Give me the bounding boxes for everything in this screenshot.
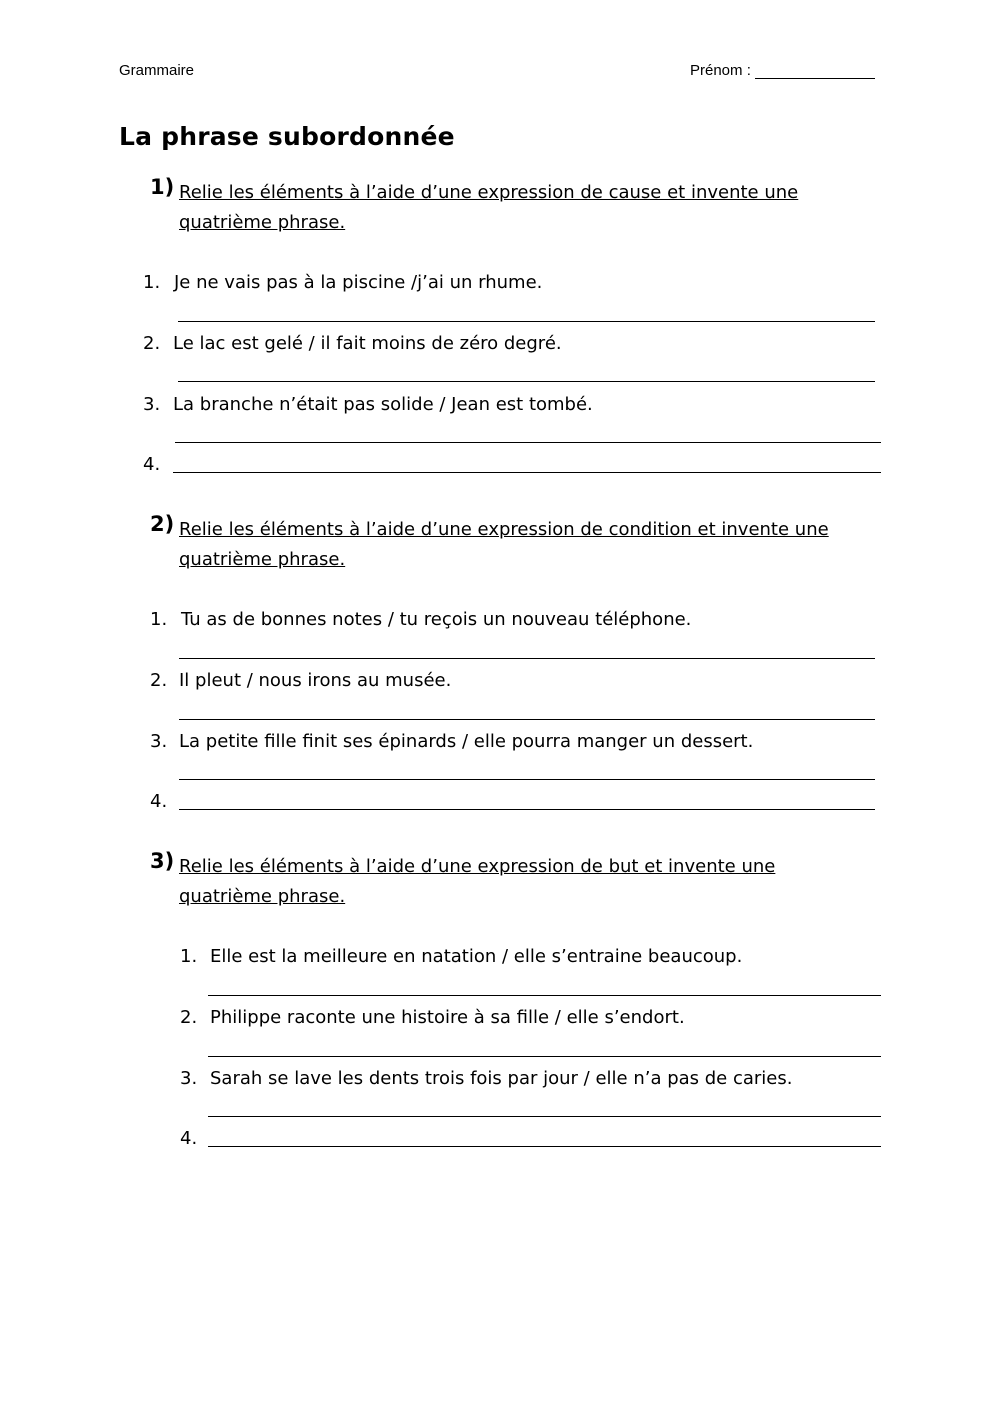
item-sentence: Philippe raconte une histoire à sa fille / elle s’endort.	[210, 1007, 685, 1028]
item-sentence: Sarah se lave les dents trois fois par jour / elle n’a pas de caries.	[210, 1068, 793, 1089]
item-number: 3.	[143, 394, 161, 415]
item-number: 4.	[143, 454, 161, 475]
section-number: 3)	[150, 849, 175, 873]
item-sentence: Je ne vais pas à la piscine /j’ai un rhume.	[174, 272, 543, 293]
section-instruction: Relie les éléments à l’aide d’une expression de but et invente une quatrième phrase.	[179, 856, 776, 907]
name-blank-line[interactable]	[755, 62, 875, 79]
item-number: 1.	[150, 609, 168, 630]
answer-line[interactable]	[208, 1146, 881, 1147]
answer-line[interactable]	[208, 1116, 881, 1117]
section-instruction: Relie les éléments à l’aide d’une expression de condition et invente une quatrième phrase.	[179, 519, 829, 570]
item-number: 4.	[150, 791, 168, 812]
item-sentence: Le lac est gelé / il fait moins de zéro degré.	[173, 333, 562, 354]
item-sentence: Elle est la meilleure en natation / elle s’entraine beaucoup.	[210, 946, 743, 967]
answer-line[interactable]	[175, 442, 881, 443]
item-number: 3.	[180, 1068, 198, 1089]
item-number: 1.	[180, 946, 198, 967]
answer-line[interactable]	[208, 1056, 881, 1057]
item-sentence: Tu as de bonnes notes / tu reçois un nouveau téléphone.	[181, 609, 692, 630]
item-sentence: La petite fille finit ses épinards / elle pourra manger un dessert.	[179, 731, 754, 752]
section-number: 1)	[150, 175, 175, 199]
item-number: 1.	[143, 272, 161, 293]
item-number: 2.	[180, 1007, 198, 1028]
item-number: 2.	[150, 670, 168, 691]
name-label: Prénom :	[690, 62, 751, 79]
subject-label: Grammaire	[119, 62, 195, 79]
answer-line[interactable]	[208, 995, 881, 996]
answer-line[interactable]	[178, 321, 875, 322]
item-number: 4.	[180, 1128, 198, 1149]
section-instruction: Relie les éléments à l’aide d’une expression de cause et invente une quatrième phrase.	[179, 182, 799, 233]
item-number: 3.	[150, 731, 168, 752]
answer-line[interactable]	[178, 381, 875, 382]
answer-line[interactable]	[179, 779, 875, 780]
answer-line[interactable]	[179, 658, 875, 659]
page-title: La phrase subordonnée	[119, 122, 455, 151]
item-sentence: Il pleut / nous irons au musée.	[179, 670, 452, 691]
answer-line[interactable]	[173, 472, 881, 473]
section-number: 2)	[150, 512, 175, 536]
answer-line[interactable]	[179, 719, 875, 720]
answer-line[interactable]	[179, 809, 875, 810]
name-field[interactable]	[690, 62, 875, 79]
item-number: 2.	[143, 333, 161, 354]
item-sentence: La branche n’était pas solide / Jean est tombé.	[173, 394, 593, 415]
